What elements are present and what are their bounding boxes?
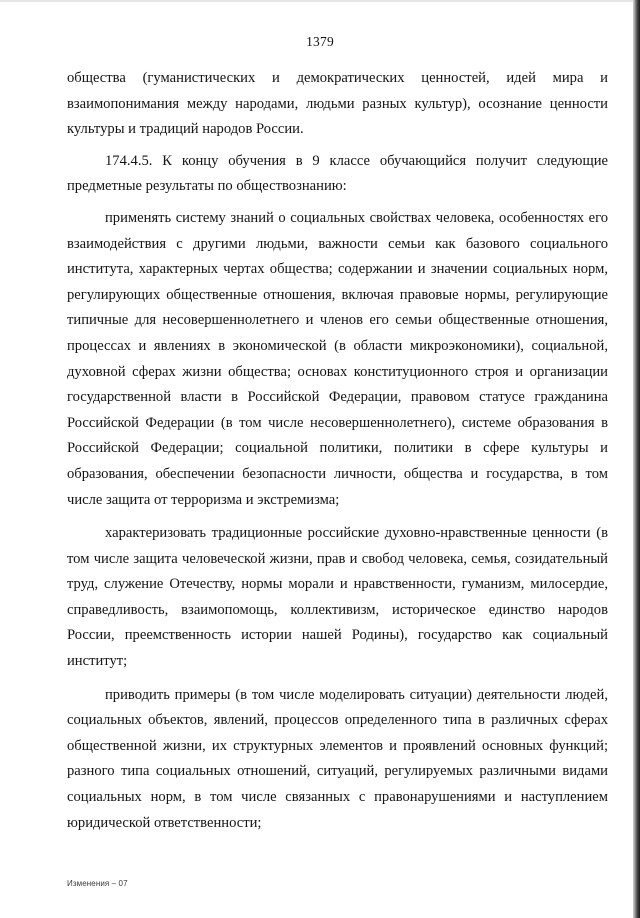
paragraph-apply-knowledge: применять систему знаний о социальных свойствах человека, особенностях его взаимодействия с другими людьми, важности семьи как базового социального института, характерных чертах общества; содержании и значении социальных норм, регулирующих общественные отношения, включая правовые нормы, регулирующие типичные для несовершеннолетнего и членов его семьи общественные отношения, процессах и явлениях в экономической (в области микроэкономики), социальной, духовной сферах жизни общества; основах конституционного строя и организации государственной власти в Российской Федерации, правовом статусе гражданина Российской Федерации (в том числе несовершеннолетнего), системе образования в Российской Федерации; социальной политики, политики в сфере культуры и образования, обеспечении безопасности личности, общества и государства, в том числе защита от терроризма и экстремизма; (67, 209, 608, 508)
page-number: 1379 (306, 34, 334, 49)
paragraph-continuation: общества (гуманистических и демократических ценностей, идей мира и взаимопонимания между народами, людьми разных культур), осознание ценности культуры и традиций народов России. (67, 70, 608, 138)
paragraph-give-examples: приводить примеры (в том числе моделировать ситуации) деятельности людей, социальных объектов, явлений, процессов определенного типа в различных сферах общественной жизни, их структурных элементов и проявлений основных функций; разного типа социальных отношений, ситуаций, регулируемых различными видами социальных норм, в том числе связанных с правонарушениями и наступлением юридической ответственности; (67, 686, 608, 831)
footer-revision-note: Изменения – 07 (67, 879, 128, 888)
scan-right-edge (633, 0, 640, 918)
paragraph-section-174-4-5: 174.4.5. К концу обучения в 9 классе обучающийся получит следующие предметные результаты по обществознанию: (67, 152, 608, 195)
paragraph-characterize-values: характеризовать традиционные российские духовно-нравственные ценности (в том числе защита человеческой жизни, прав и свобод человека, семья, созидательный труд, служение Отечеству, нормы морали и нравственности, гуманизм, милосердие, справедливость, взаимопомощь, коллективизм, историческое единство народов России, преемственность истории нашей Родины), государство как социальный институт; (67, 525, 608, 670)
scan-top-edge (0, 0, 640, 2)
document-body (67, 66, 608, 836)
